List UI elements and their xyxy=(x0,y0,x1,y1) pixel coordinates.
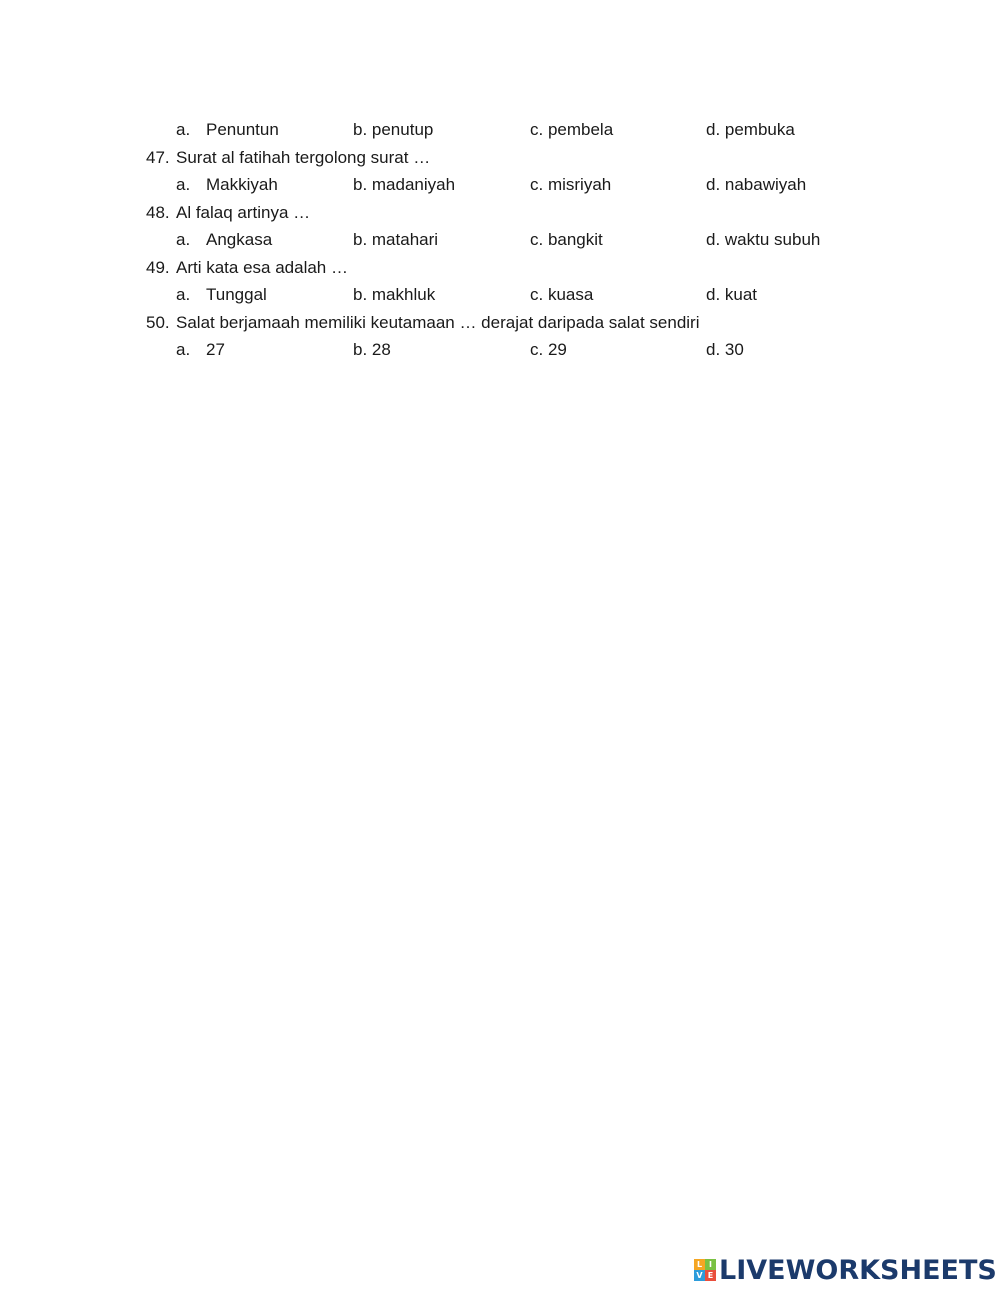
option-b: b. madaniyah xyxy=(353,175,456,194)
option-b: b. matahari xyxy=(353,230,439,249)
option-a-letter: a. xyxy=(176,120,191,139)
question-text: Salat berjamaah memiliki keutamaan … derajat daripada salat sendiri xyxy=(176,313,700,332)
live-icon-letter-v: V xyxy=(694,1270,705,1281)
option-b: b. 28 xyxy=(353,340,391,359)
option-a-letter: a. xyxy=(176,285,191,304)
option-b: b. penutup xyxy=(353,120,434,139)
live-icon-letter-l: L xyxy=(694,1259,705,1270)
option-c: c. bangkit xyxy=(530,230,603,249)
question-text: Arti kata esa adalah … xyxy=(176,258,348,277)
options-row-q50 xyxy=(0,336,1000,363)
live-cube-icon xyxy=(694,1259,716,1281)
option-a: Makkiyah xyxy=(206,175,278,194)
question-49 xyxy=(0,254,1000,281)
option-a: Penuntun xyxy=(206,120,279,139)
question-48 xyxy=(0,199,1000,226)
option-d: d. 30 xyxy=(706,340,744,359)
live-icon-letter-e: E xyxy=(705,1270,716,1281)
option-d: d. kuat xyxy=(706,285,758,304)
option-a-letter: a. xyxy=(176,230,191,249)
option-d: d. pembuka xyxy=(706,120,795,139)
question-47 xyxy=(0,144,1000,171)
option-c: c. pembela xyxy=(530,120,614,139)
option-a: 27 xyxy=(206,340,225,359)
option-c: c. misriyah xyxy=(530,175,612,194)
brand-wordmark: LIVEWORKSHEETS xyxy=(719,1254,997,1286)
option-b: b. makhluk xyxy=(353,285,436,304)
option-d: d. nabawiyah xyxy=(706,175,807,194)
option-a-letter: a. xyxy=(176,175,191,194)
option-a: Angkasa xyxy=(206,230,273,249)
live-icon-letter-i: I xyxy=(705,1259,716,1270)
options-row-q46 xyxy=(0,116,1000,143)
option-a: Tunggal xyxy=(206,285,267,304)
question-number: 47. xyxy=(146,148,170,167)
options-row-q48 xyxy=(0,226,1000,253)
question-number: 49. xyxy=(146,258,170,277)
question-50 xyxy=(0,309,1000,336)
question-text: Surat al fatihah tergolong surat … xyxy=(176,148,431,167)
options-row-q47 xyxy=(0,171,1000,198)
options-row-q49 xyxy=(0,281,1000,308)
question-number: 48. xyxy=(146,203,170,222)
question-text: Al falaq artinya … xyxy=(176,203,311,222)
question-number: 50. xyxy=(146,313,170,332)
option-d: d. waktu subuh xyxy=(706,230,821,249)
liveworksheets-logo xyxy=(694,1254,997,1286)
option-c: c. 29 xyxy=(530,340,567,359)
option-a-letter: a. xyxy=(176,340,191,359)
option-c: c. kuasa xyxy=(530,285,594,304)
